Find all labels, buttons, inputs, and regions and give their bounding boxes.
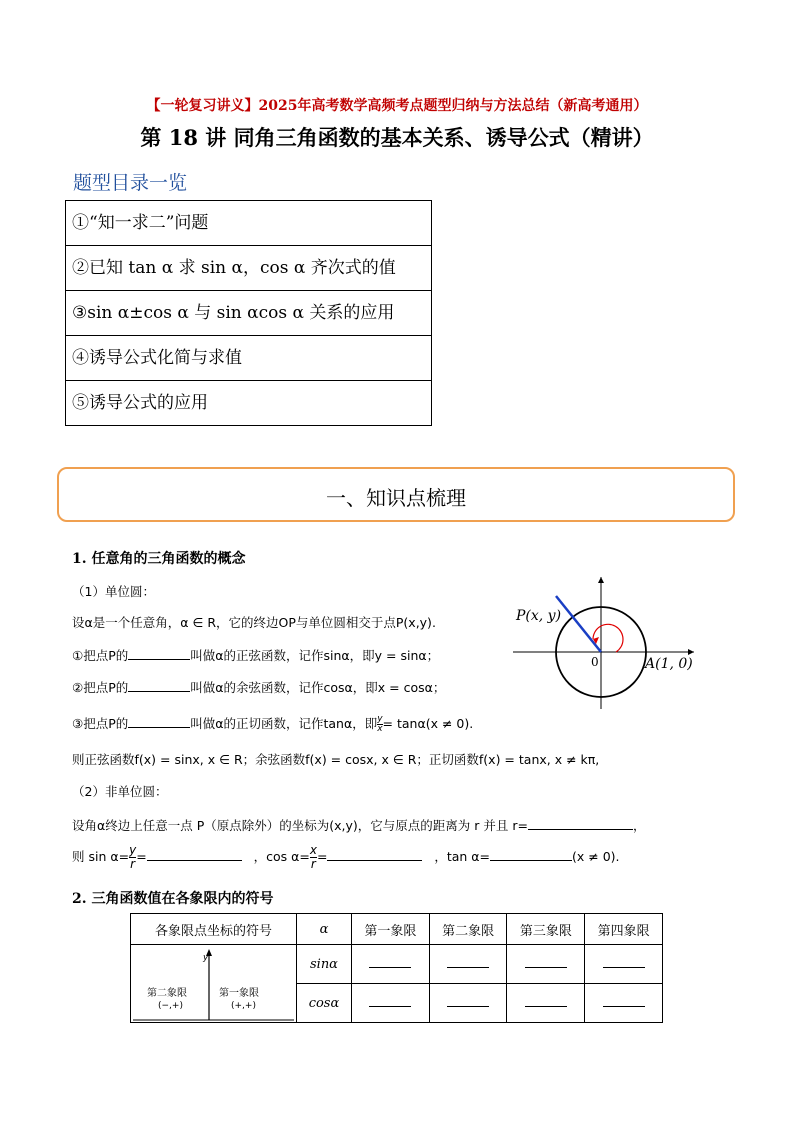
table-header: 各象限点坐标的符号 (131, 914, 297, 945)
table-header: 第一象限 (352, 914, 430, 945)
toc-item: ①“知一求二”问题 (66, 201, 432, 246)
answer-cell (507, 984, 585, 1023)
mini-q1-label: 第一象限 (219, 987, 259, 999)
row-label-cos: cosα (296, 984, 351, 1023)
toc-heading: 题型目录一览 (73, 172, 188, 194)
document-title: 第 18 讲 同角三角函数的基本关系、诱导公式（精讲） (140, 125, 654, 150)
mini-q2-sign: (−,+) (158, 1000, 183, 1011)
unit-circle-label: （1）单位圆： (72, 584, 155, 599)
knowledge-line: 则正弦函数f(x) = sinx, x ∈ R；余弦函数f(x) = cosx, x ∈ R；正切函数f(x) = tanx, x ≠ kπ, (72, 752, 600, 767)
section-title: 一、知识点梳理 (326, 486, 466, 510)
fill-blank (128, 715, 190, 728)
table-header: 第二象限 (429, 914, 507, 945)
answer-cell (429, 945, 507, 984)
knowledge-line: ③把点P的 叫做α的正切函数，记作tanα，即 $\frac{y}{x}$ = tanα(x ≠ 0). (72, 714, 474, 734)
mini-q1-sign: (+,+) (231, 1000, 256, 1011)
answer-cell (585, 945, 663, 984)
knowledge-line: 设α是一个任意角，α ∈ R，它的终边OP与单位圆相交于点P(x,y). (72, 615, 436, 630)
terminal-side (556, 596, 601, 652)
point-a-label: A(1, 0) (645, 656, 693, 672)
nonunit-label: （2）非单位圆： (72, 784, 168, 799)
table-header: α (296, 914, 351, 945)
knowledge-line: 则 sin α= $\frac{y}{r}$ = ，cos α= $\frac{x}{r}$ = ，tan α= (x ≠ 0). (72, 843, 620, 871)
knowledge-line: ①把点P的 叫做α的正弦函数，记作sinα，即y = sinα； (72, 648, 440, 663)
table-header: 第三象限 (507, 914, 585, 945)
unit-circle-diagram (508, 574, 698, 714)
knowledge-heading-2: 2. 三角函数值在各象限内的符号 (72, 891, 274, 907)
answer-cell (352, 945, 430, 984)
mini-q2-label: 第二象限 (147, 987, 187, 999)
fill-blank (327, 848, 422, 861)
fill-blank (490, 848, 572, 861)
toc-item: ③sin α±cos α 与 sin αcos α 关系的应用 (66, 291, 432, 336)
fill-blank (528, 817, 633, 830)
quadrant-sign-table (130, 913, 663, 1023)
x-axis-arrow (688, 649, 694, 655)
fill-blank (128, 679, 190, 692)
row-label-sin: sinα (296, 945, 351, 984)
toc-item: ④诱导公式化简与求值 (66, 336, 432, 381)
knowledge-heading-1: 1. 任意角的三角函数的概念 (72, 551, 246, 567)
fill-blank (147, 848, 242, 861)
y-axis-arrow (598, 577, 604, 583)
point-p-label: P(x, y) (516, 608, 562, 624)
answer-cell (429, 984, 507, 1023)
toc-item: ⑤诱导公式的应用 (66, 381, 432, 426)
fill-blank (128, 647, 190, 660)
answer-cell (352, 984, 430, 1023)
origin-label: 0 (591, 655, 599, 669)
knowledge-line: ②把点P的 叫做α的余弦函数，记作cosα，即x = cosα； (72, 680, 446, 695)
answer-cell (507, 945, 585, 984)
mini-y-label: y (203, 952, 209, 963)
answer-cell (585, 984, 663, 1023)
toc-item: ②已知 tan α 求 sin α，cos α 齐次式的值 (66, 246, 432, 291)
toc-table (65, 200, 432, 426)
document-subtitle: 【一轮复习讲义】2025年高考数学高频考点题型归纳与方法总结（新高考通用） (146, 98, 648, 114)
quadrant-mini-diagram (131, 945, 297, 1023)
table-header: 第四象限 (585, 914, 663, 945)
knowledge-line: 设角α终边上任意一点 P（原点除外）的坐标为(x,y)，它与原点的距离为 r 并且 r= ， (72, 818, 646, 833)
